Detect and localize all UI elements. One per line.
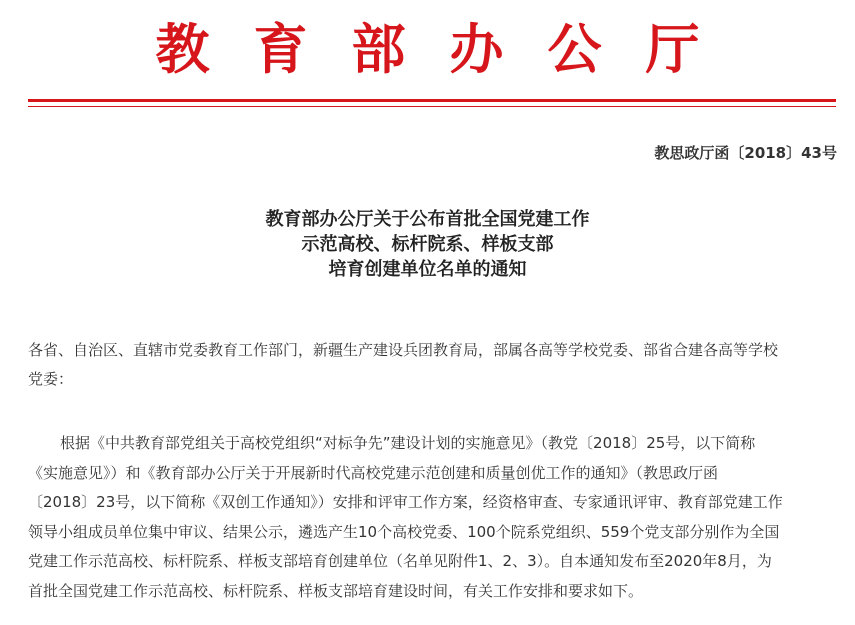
body-paragraph bbox=[28, 429, 838, 606]
body-line: 领导小组成员单位集中审议、结果公示，遴选产生10个高校党委、100个院系党组织、559个党支部分别作为全国 bbox=[28, 522, 780, 541]
notice-title-line-1: 教育部办公厅关于公布首批全国党建工作 bbox=[265, 209, 590, 230]
body-line: 首批全国党建工作示范高校、标杆院系、样板支部培育建设时间，有关工作安排和要求如下。 bbox=[28, 581, 644, 600]
salutation-line-1: 各省、自治区、直辖市党委教育工作部门，新疆生产建设兵团教育局，部属各高等学校党委、部省合建各高等学校 bbox=[28, 341, 779, 359]
body-line: 根据《中共教育部党组关于高校党组织“对标争先”建设计划的实施意见》（教党〔2018〕25号，以下简称 bbox=[60, 434, 756, 452]
notice-title-line-2: 示范高校、标杆院系、样板支部 bbox=[301, 234, 554, 255]
body-line: 党建工作示范高校、标杆院系、样板支部培育创建单位（名单见附件1、2、3）。自本通知发布至2020年8月，为 bbox=[28, 552, 772, 570]
notice-title bbox=[0, 207, 855, 282]
document-number: 教思政厅函〔2018〕43号 bbox=[654, 144, 837, 162]
masthead-rule-thick bbox=[28, 99, 836, 102]
body-line: 《实施意见》）和《教育部办公厅关于开展新时代高校党建示范创建和质量创优工作的通知》（教思政厅函 bbox=[28, 463, 719, 482]
masthead-title: 教育部办公厅 bbox=[155, 17, 744, 81]
notice-title-line-3: 培育创建单位名单的通知 bbox=[328, 259, 527, 280]
salutation-line-2: 党委： bbox=[28, 370, 74, 388]
salutation bbox=[28, 336, 838, 394]
masthead-rule-thin bbox=[28, 106, 836, 107]
body-line: 〔2018〕23号，以下简称《双创工作通知》）安排和评审工作方案，经资格审查、专家通讯评审、教育部党建工作 bbox=[28, 493, 783, 511]
